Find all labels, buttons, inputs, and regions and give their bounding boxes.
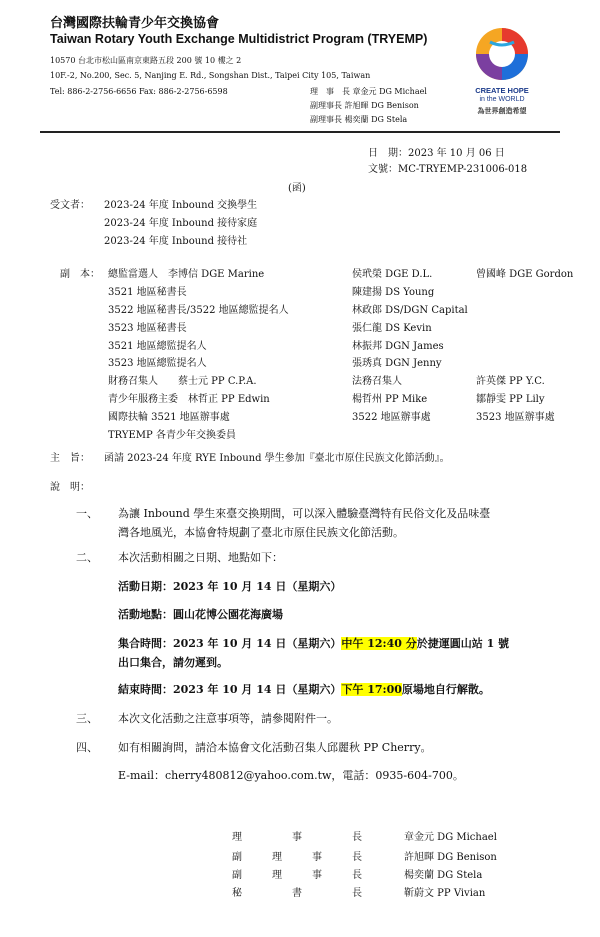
- officer-vice-2: 副理事長 楊奕蘭 DG Stela: [310, 115, 408, 124]
- item-2-intro: 本次活動相關之日期、地點如下：: [118, 551, 283, 564]
- title-char: 長: [352, 888, 362, 899]
- item-number: 二、: [76, 551, 98, 564]
- end-time-text: 結束時間：2023 年 10 月 14 日（星期六）: [118, 683, 342, 696]
- item-number: 三、: [76, 712, 98, 725]
- header-divider: [40, 131, 560, 133]
- subject-label: 主 旨：: [50, 453, 90, 464]
- cc-item: 楊哲州 PP Mike: [352, 394, 428, 405]
- cc-item: 張仁龍 DS Kevin: [352, 323, 432, 334]
- recipient-line: 2023-24 年度 Inbound 接待家庭: [104, 218, 258, 229]
- gather-time: [118, 635, 509, 651]
- doc-number-line: [368, 160, 527, 175]
- title-char: 事: [312, 852, 322, 863]
- date-line: [368, 144, 505, 159]
- cc-item: 總監當選人 李博信 DGE Marine: [108, 269, 265, 280]
- title-char: 事: [292, 832, 302, 843]
- activity-place: 活動地點：圓山花博公園花海廣場: [118, 608, 283, 621]
- signature-name: 許旭暉 DG Benison: [404, 852, 497, 863]
- cc-item: 3523 地區秘書長: [108, 323, 187, 334]
- doc-number-label: 文號：: [368, 164, 398, 175]
- signature-name: 楊奕蘭 DG Stela: [404, 870, 483, 881]
- gather-place-text: 於捷運圓山站 1 號: [416, 637, 510, 650]
- gather-time-highlight: 中午 12:40 分: [341, 637, 417, 650]
- cc-item: 3522 地區秘書長/3522 地區總監提名人: [108, 305, 289, 316]
- cc-item: 財務召集人 蔡士元 PP C.P.A.: [108, 376, 257, 387]
- org-name-zh: 台灣國際扶輪青少年交換協會: [50, 16, 220, 31]
- officer-vice-1: 副理事長 許旭暉 DG Benison: [310, 101, 419, 110]
- title-char: 書: [292, 888, 302, 899]
- cc-item: 法務召集人: [352, 376, 402, 387]
- cc-item: 3523 地區辦事處: [476, 412, 555, 423]
- recipient-line: 2023-24 年度 Inbound 交換學生: [104, 200, 258, 211]
- cc-item: 許英傑 PP Y.C.: [476, 376, 545, 387]
- title-char: 秘: [232, 888, 242, 899]
- explanation-label: 說 明：: [50, 482, 90, 493]
- cc-item: 3521 地區秘書長: [108, 287, 187, 298]
- create-hope-logo: [466, 22, 538, 122]
- cc-item: 侯玳榮 DGE D.L.: [352, 269, 433, 280]
- end-time: [118, 681, 490, 697]
- title-char: 長: [352, 852, 362, 863]
- contact-line: E-mail：cherry480812@yahoo.com.tw，電話：0935-604-700。: [118, 769, 464, 782]
- cc-item: 青少年服務主委 林哲正 PP Edwin: [108, 394, 270, 405]
- item-number: 一、: [76, 507, 98, 520]
- title-char: 副: [232, 870, 242, 881]
- title-char: 理: [232, 832, 242, 843]
- gather-time-text: 集合時間：2023 年 10 月 14 日（星期六）: [118, 637, 342, 650]
- cc-item: 陳建揚 DS Young: [352, 287, 435, 298]
- dismiss-text: 原場地自行解散。: [401, 683, 490, 696]
- signature-title: [232, 828, 362, 843]
- cc-item: 林振邦 DGN James: [352, 341, 444, 352]
- item-1-line2: 灣各地風光，本協會特規劃了臺北市原住民族文化節活動。: [118, 526, 404, 539]
- cc-item: 鄒靜雯 PP Lily: [476, 394, 545, 405]
- recipient-line: 2023-24 年度 Inbound 接待社: [104, 236, 248, 247]
- doc-number-value: MC-TRYEMP-231006-018: [398, 164, 528, 175]
- signature-title: [232, 848, 362, 863]
- gather-line2: 出口集合，請勿遲到。: [118, 656, 228, 669]
- signature-name: 章金元 DG Michael: [404, 832, 497, 843]
- document-type: (函): [288, 183, 306, 194]
- tel-fax: Tel: 886-2-2756-6656 Fax: 886-2-2756-6598: [50, 87, 228, 96]
- cc-item: 國際扶輪 3521 地區辦事處: [108, 412, 230, 423]
- signature-title: [232, 866, 362, 881]
- item-1-line1: 為讓 Inbound 學生來臺交換期間，可以深入體驗臺灣特有民俗文化及品味臺: [118, 507, 491, 520]
- signature-name: 靳蔚文 PP Vivian: [404, 888, 486, 899]
- cc-item: 3521 地區總監提名人: [108, 341, 207, 352]
- address-en: 10F.-2, No.200, Sec. 5, Nanjing E. Rd., Songshan Dist., Taipei City 105, Taiwan: [50, 71, 371, 80]
- title-char: 理: [272, 870, 282, 881]
- item-3-text: 本次文化活動之注意事項等，請參閱附件一。: [118, 712, 338, 725]
- activity-date: 活動日期：2023 年 10 月 14 日（星期六）: [118, 580, 342, 593]
- cc-item: 3522 地區辦事處: [352, 412, 431, 423]
- address-zh: 10570 台北市松山區南京東路五段 200 號 10 樓之 2: [50, 56, 242, 65]
- cc-item: TRYEMP 各青少年交換委員: [108, 430, 236, 441]
- title-char: 長: [352, 870, 362, 881]
- logo-line3: 為世界創造希望: [477, 108, 527, 115]
- title-char: 理: [272, 852, 282, 863]
- cc-item: 張琇真 DGN Jenny: [352, 358, 442, 369]
- cc-item: 曾國峰 DGE Gordon: [476, 269, 574, 280]
- end-time-highlight: 下午 17:00: [341, 683, 402, 696]
- cc-item: 3523 地區總監提名人: [108, 358, 207, 369]
- date-label: 日 期：: [368, 148, 408, 159]
- date-value: 2023 年 10 月 06 日: [408, 148, 505, 159]
- org-name-en: Taiwan Rotary Youth Exchange Multidistrict Program (TRYEMP): [50, 32, 428, 46]
- logo-line2: in the WORLD: [479, 96, 525, 103]
- title-char: 副: [232, 852, 242, 863]
- title-char: 事: [312, 870, 322, 881]
- title-char: 長: [352, 832, 362, 843]
- recipients-label: 受文者：: [50, 200, 90, 211]
- logo-line1: CREATE HOPE: [475, 86, 529, 95]
- item-4-line1: 如有相關詢問，請洽本協會文化活動召集人邱麗秋 PP Cherry。: [118, 741, 432, 754]
- item-number: 四、: [76, 741, 98, 754]
- subject-text: 函請 2023-24 年度 RYE Inbound 學生參加『臺北市原住民族文化節活動』。: [104, 453, 450, 464]
- officer-chairman: 理 事 長 章金元 DG Michael: [310, 87, 427, 96]
- rotary-theme-icon: [466, 22, 538, 84]
- cc-item: 林政郎 DS/DGN Capital: [352, 305, 468, 316]
- signature-title: [232, 884, 362, 899]
- cc-label: 副 本：: [60, 269, 100, 280]
